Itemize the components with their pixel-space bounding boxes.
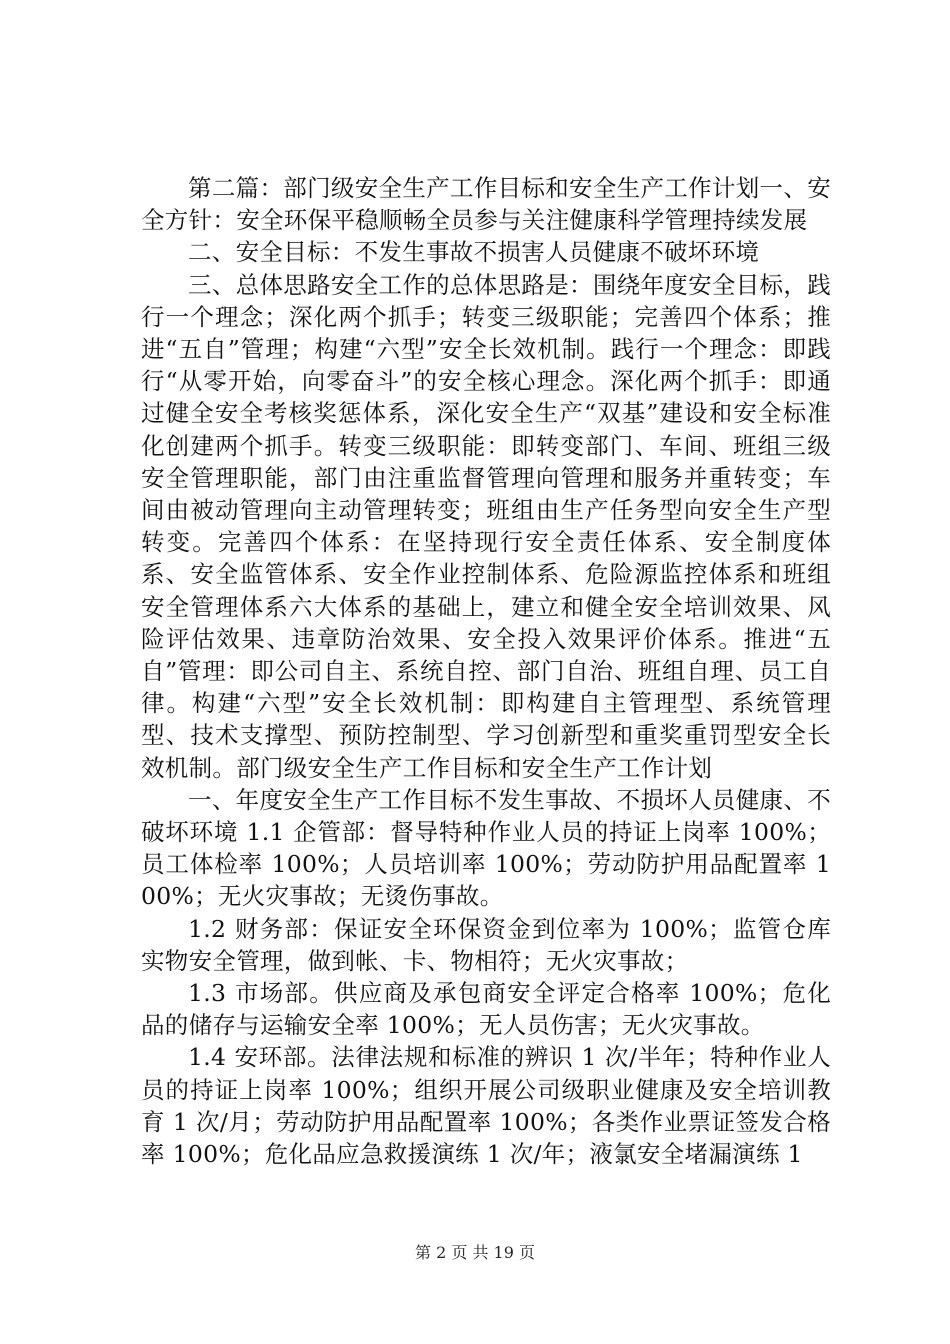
paragraph-safety-env-dept: 1.4 安环部。法律法规和标准的辨识 1 次/半年；特种作业人员的持证上岗率 100%；组织开展公司级职业健康及安全培训教育 1 次/月；劳动防护用品配置率 100%；各类作业票证签发合格率 100%；危化品应急救援演练 1 次/年；液氯安全堵漏演练 1 <box>141 1043 831 1169</box>
paragraph-finance-dept: 1.2 财务部：保证安全环保资金到位率为 100%；监管仓库实物安全管理，做到帐、卡、物相符；无火灾事故； <box>141 914 831 975</box>
document-body <box>141 172 831 1170</box>
paragraph-annual-targets: 一、年度安全生产工作目标不发生事故、不损坏人员健康、不破坏环境 1.1 企管部：督导特种作业人员的持证上岗率 100%；员工体检率 100%；人员培训率 100%；劳动防护用品配置率 100%；无火灾事故；无烫伤事故。 <box>141 785 831 911</box>
paragraph-overall-approach: 三、总体思路安全工作的总体思路是：围绕年度安全目标，践行一个理念；深化两个抓手；转变三级职能；完善四个体系；推进“五自”管理；构建“六型”安全长效机制。践行一个理念：即践行“从零开始，向零奋斗”的安全核心理念。深化两个抓手：即通过健全安全考核奖惩体系，深化安全生产“双基”建设和安全标准化创建两个抓手。转变三级职能：即转变部门、车间、班组三级安全管理职能，部门由注重监督管理向管理和服务并重转变；车间由被动管理向主动管理转变；班组由生产任务型向安全生产型转变。完善四个体系：在坚持现行安全责任体系、安全制度体系、安全监管体系、安全作业控制体系、危险源监控体系和班组安全管理体系六大体系的基础上，建立和健全安全培训效果、风险评估效果、违章防治效果、安全投入效果评价体系。推进“五自”管理：即公司自主、系统自控、部门自治、班组自理、员工自律。构建“六型”安全长效机制：即构建自主管理型、系统管理型、技术支撑型、预防控制型、学习创新型和重奖重罚型安全长效机制。部门级安全生产工作目标和安全生产工作计划 <box>141 270 831 782</box>
paragraph-market-dept: 1.3 市场部。供应商及承包商安全评定合格率 100%；危化品的储存与运输安全率 100%；无人员伤害；无火灾事故。 <box>141 979 831 1040</box>
paragraph-safety-policy: 第二篇：部门级安全生产工作目标和安全生产工作计划一、安全方针：安全环保平稳顺畅全员参与关注健康科学管理持续发展 <box>141 174 831 235</box>
paragraph-safety-goal: 二、安全目标：不发生事故不损害人员健康不破坏环境 <box>188 238 760 267</box>
page-footer: 第 2 页 共 19 页 <box>415 1243 535 1262</box>
